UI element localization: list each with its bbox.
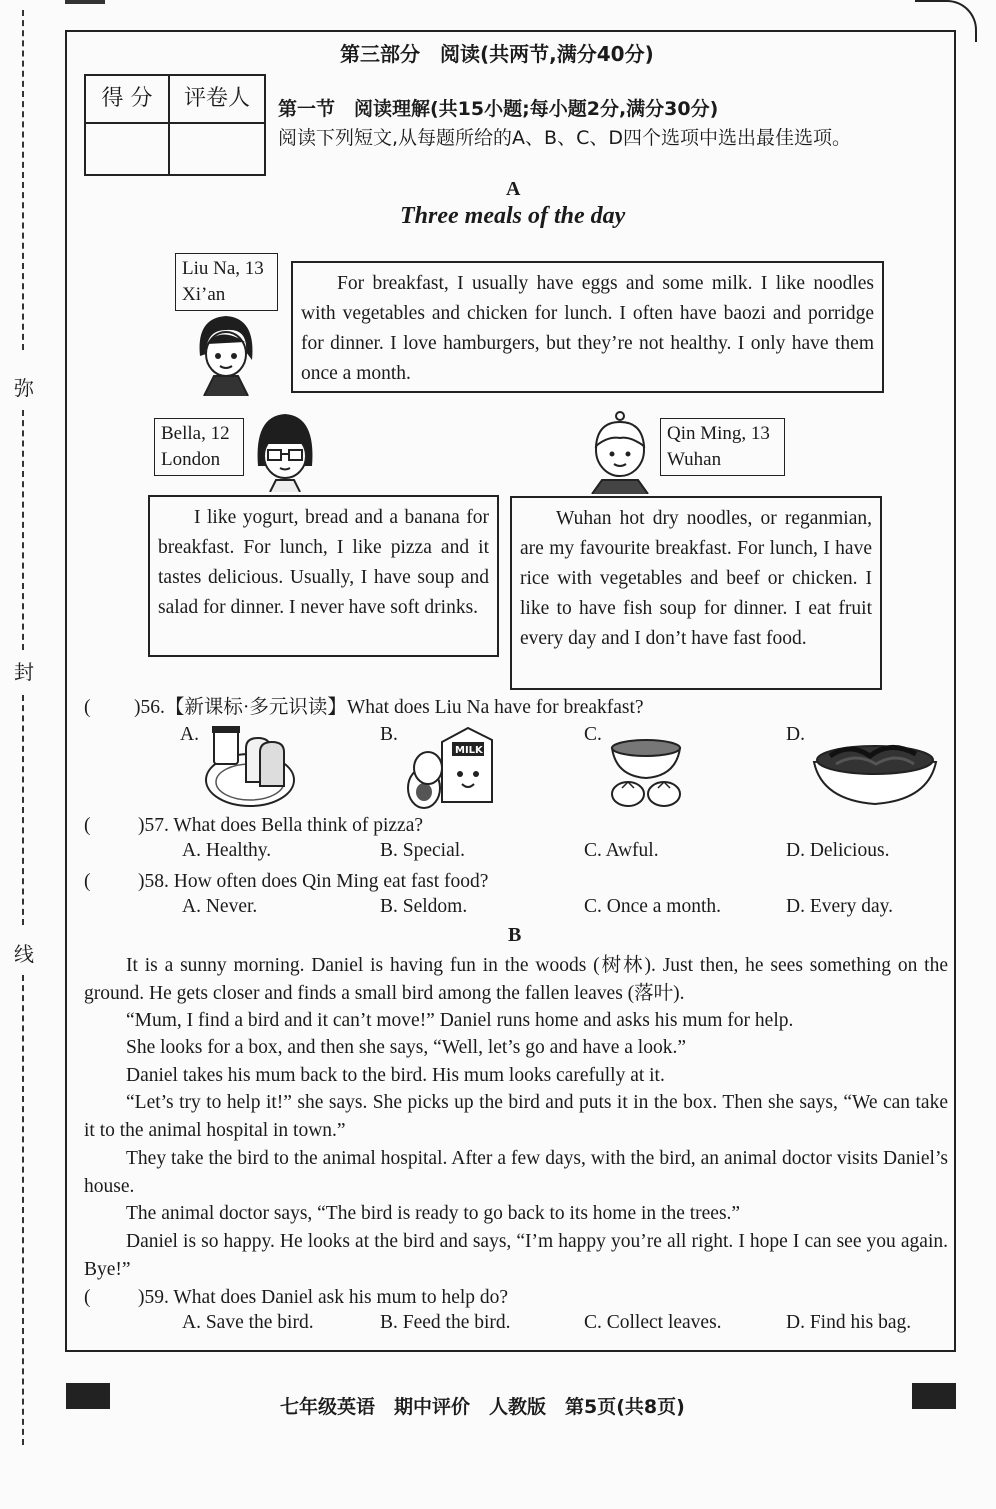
- option-56-a[interactable]: A.: [180, 724, 199, 745]
- option-57-a[interactable]: A. Healthy.: [182, 840, 272, 861]
- milk-label: MILK: [455, 745, 483, 756]
- option-57-c[interactable]: C. Awful.: [584, 840, 659, 861]
- passage-a-letter: A: [506, 178, 521, 200]
- seal-char-feng: 封: [14, 660, 34, 684]
- paragraph-2: “Mum, I find a bird and it can’t move!” Daniel runs home and asks his mum for help.: [126, 1010, 794, 1031]
- option-59-c[interactable]: C. Collect leaves.: [584, 1312, 722, 1333]
- girl-glasses-avatar-icon: [252, 410, 318, 492]
- option-59-d[interactable]: D. Find his bag.: [786, 1312, 912, 1333]
- paragraph-8: Daniel is so happy. He looks at the bird and says, “I’m happy you’re all right. I hope I can see you again. Bye!”: [84, 1231, 948, 1280]
- seal-dashes-top: [22, 10, 24, 350]
- option-58-c[interactable]: C. Once a month.: [584, 896, 722, 917]
- paragraph-6: They take the bird to the animal hospital. After a few days, with the bird, an animal doctor visits Daniel’s house.: [84, 1148, 948, 1197]
- text-box-qin-ming: Wuhan hot dry noodles, or reganmian, are my favourite breakfast. For lunch, I have rice with vegetables and beef or chicken. I like to have fish soup for dinner. I eat fruit every day and I don’t have fast food.: [510, 496, 882, 690]
- option-57-d[interactable]: D. Delicious.: [786, 840, 890, 861]
- answer-paren-58[interactable]: (: [84, 871, 91, 892]
- answer-paren-56[interactable]: (: [84, 697, 91, 718]
- paragraph-4: Daniel takes his mum back to the bird. His mum looks carefully at it.: [126, 1065, 665, 1086]
- option-59-b[interactable]: B. Feed the bird.: [380, 1312, 511, 1333]
- seal-char-mi: 弥: [14, 376, 34, 400]
- part-one-instruction: 阅读下列短文,从每题所给的A、B、C、D四个选项中选出最佳选项。: [278, 127, 851, 149]
- question-56: )56.【新课标·多元识读】What does Liu Na have for breakfast?: [134, 697, 644, 718]
- name-line: Qin Ming, 13: [667, 423, 770, 444]
- part-one-title: 第一节 阅读理解(共15小题;每小题2分,满分30分): [278, 98, 719, 120]
- page-footer: 七年级英语 期中评价 人教版 第5页(共8页): [280, 1396, 685, 1418]
- section-title: 第三部分 阅读(共两节,满分40分): [340, 42, 654, 66]
- score-table: [84, 74, 266, 176]
- score-blank[interactable]: [86, 124, 170, 174]
- option-58-d[interactable]: D. Every day.: [786, 896, 894, 917]
- option-56-d[interactable]: D.: [786, 724, 805, 745]
- registration-mark-right: [912, 1383, 956, 1409]
- text-box-bella: I like yogurt, bread and a banana for breakfast. For lunch, I like pizza and it tastes delicious. Usually, I have soup and salad for dinner. I never have soft drinks.: [148, 495, 499, 657]
- answer-paren-57[interactable]: (: [84, 815, 91, 836]
- noodles-bowl-icon: [810, 722, 940, 810]
- boy-avatar-icon: [584, 408, 656, 494]
- name-line: Bella, 12: [161, 423, 230, 444]
- grader-blank[interactable]: [170, 124, 264, 174]
- question-58: )58. How often does Qin Ming eat fast food?: [138, 871, 489, 892]
- seal-dashes-mid: [22, 410, 24, 650]
- option-59-a[interactable]: A. Save the bird.: [182, 1312, 314, 1333]
- registration-mark-left: [66, 1383, 110, 1409]
- yogurt-bread-plate-icon: [200, 722, 298, 810]
- passage-a-title: Three meals of the day: [400, 203, 626, 229]
- paragraph-5: “Let’s try to help it!” she says. She picks up the bird and puts it in the box. Then she says, “We can take it to the animal hospital in town.”: [84, 1092, 948, 1141]
- option-58-b[interactable]: B. Seldom.: [380, 896, 468, 917]
- name-tag-qin-ming: [660, 418, 785, 476]
- paragraph-3: She looks for a box, and then she says, “Well, let’s go and have a look.”: [126, 1037, 687, 1058]
- girl-avatar-icon: [190, 308, 260, 396]
- question-59: )59. What does Daniel ask his mum to help do?: [138, 1287, 509, 1308]
- city-line: Xi’an: [182, 284, 226, 305]
- text-box-liu-na: For breakfast, I usually have eggs and some milk. I like noodles with vegetables and chicken for lunch. I often have baozi and porridge for dinner. I love hamburgers, but they’re not healthy. I only have them once a month.: [291, 261, 884, 393]
- option-57-b[interactable]: B. Special.: [380, 840, 466, 861]
- paragraph-1: It is a sunny morning. Daniel is having fun in the woods (树林). Just then, he sees something on the ground. He gets closer and finds a small bird among the fallen leaves (落叶).: [84, 955, 948, 1004]
- name-line: Liu Na, 13: [182, 258, 264, 279]
- paragraph-7: The animal doctor says, “The bird is ready to go back to its home in the trees.”: [126, 1203, 741, 1224]
- seal-char-xian: 线: [14, 942, 34, 966]
- city-line: London: [161, 449, 221, 470]
- city-line: Wuhan: [667, 449, 722, 470]
- seal-dashes-low: [22, 695, 24, 925]
- porridge-baozi-icon: [606, 722, 686, 810]
- question-57: )57. What does Bella think of pizza?: [138, 815, 424, 836]
- option-56-c[interactable]: C.: [584, 724, 602, 745]
- option-58-a[interactable]: A. Never.: [182, 896, 258, 917]
- passage-b-letter: B: [508, 924, 522, 946]
- answer-paren-59[interactable]: (: [84, 1287, 91, 1308]
- grader-label: 评卷人: [170, 76, 264, 124]
- top-edge-line: [65, 0, 105, 4]
- option-56-b[interactable]: B.: [380, 724, 398, 745]
- seal-dashes-bottom: [22, 975, 24, 1445]
- eggs-milk-carton-icon: [402, 722, 498, 814]
- name-tag-bella: [154, 418, 244, 476]
- name-tag-liu-na: [175, 253, 278, 311]
- score-label: 得 分: [86, 76, 170, 124]
